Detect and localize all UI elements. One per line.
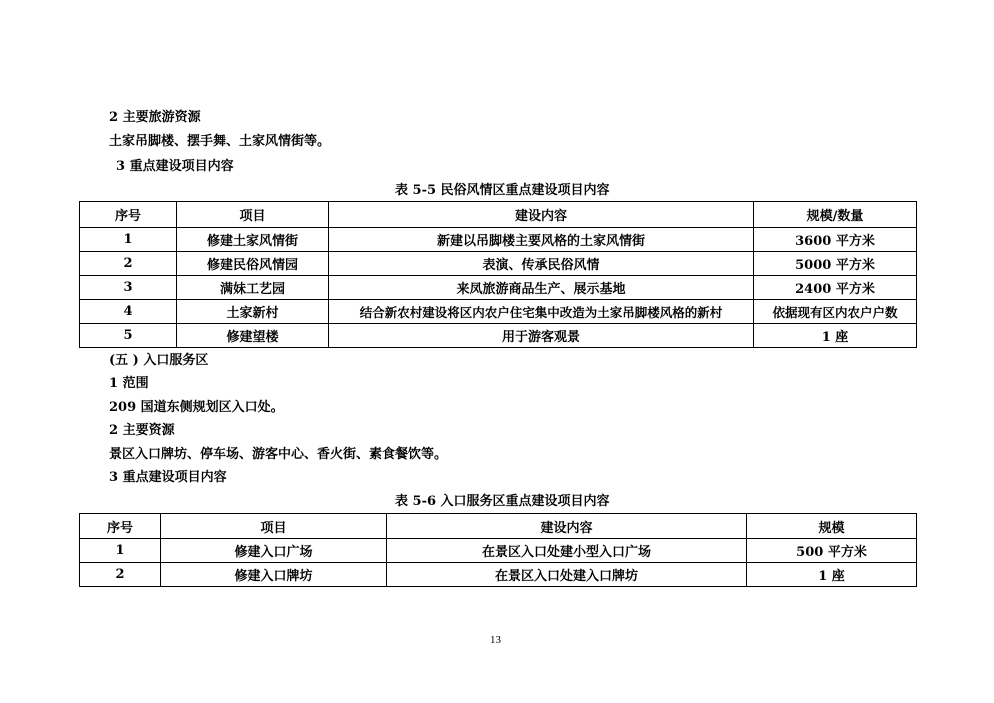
table-header-row	[80, 514, 917, 539]
table-cell: 1 座	[747, 563, 917, 587]
table-row	[80, 539, 917, 563]
table-cell: 3600 平方米	[754, 228, 917, 252]
table-row	[80, 228, 917, 252]
table-cell: 500 平方米	[747, 539, 917, 563]
header-cell: 规模/数量	[754, 202, 917, 228]
table-cell: 在景区入口处建入口牌坊	[387, 563, 747, 587]
table-cell: 结合新农村建设将区内农户住宅集中改造为土家吊脚楼风格的新村	[329, 300, 754, 324]
table-cell: 2	[80, 252, 177, 276]
table-cell: 表演、传承民俗风情	[329, 252, 754, 276]
table-5-5-caption: 表 5-5 民俗风情区重点建设项目内容	[395, 183, 610, 198]
table-row	[80, 276, 917, 300]
table-cell: 新建以吊脚楼主要风格的土家风情街	[329, 228, 754, 252]
header-cell: 规模	[747, 514, 917, 539]
table-header-row	[80, 202, 917, 228]
header-cell: 序号	[80, 202, 177, 228]
table-cell: 1	[80, 228, 177, 252]
page-number: 13	[490, 634, 501, 646]
table-5-6-caption: 表 5-6 入口服务区重点建设项目内容	[395, 494, 610, 509]
table-cell: 修建入口牌坊	[161, 563, 387, 587]
table-cell: 1 座	[754, 324, 917, 348]
table-cell: 2	[80, 563, 161, 587]
table-row	[80, 563, 917, 587]
projects-heading-2: 3 重点建设项目内容	[109, 470, 227, 485]
scope-heading: 1 范围	[109, 376, 149, 391]
table-cell: 修建入口广场	[161, 539, 387, 563]
header-cell: 序号	[80, 514, 161, 539]
table-cell: 1	[80, 539, 161, 563]
table-cell: 4	[80, 300, 177, 324]
scope-text: 209 国道东侧规划区入口处。	[109, 400, 284, 415]
header-cell: 项目	[177, 202, 329, 228]
resources-text: 土家吊脚楼、摆手舞、土家风情街等。	[109, 134, 331, 149]
table-cell: 修建土家风情街	[177, 228, 329, 252]
table-cell: 来凤旅游商品生产、展示基地	[329, 276, 754, 300]
table-cell: 在景区入口处建小型入口广场	[387, 539, 747, 563]
header-cell: 项目	[161, 514, 387, 539]
table-cell: 满妹工艺园	[177, 276, 329, 300]
header-cell: 建设内容	[329, 202, 754, 228]
resources-heading: 2 主要旅游资源	[109, 110, 201, 125]
table-cell: 5	[80, 324, 177, 348]
table-5-5	[79, 201, 917, 348]
table-cell: 2400 平方米	[754, 276, 917, 300]
table-row	[80, 324, 917, 348]
table-cell: 3	[80, 276, 177, 300]
header-cell: 建设内容	[387, 514, 747, 539]
table-cell: 修建望楼	[177, 324, 329, 348]
table-5-6	[79, 513, 917, 587]
resources-heading-2: 2 主要资源	[109, 423, 175, 438]
table-cell: 土家新村	[177, 300, 329, 324]
projects-heading: 3 重点建设项目内容	[116, 159, 234, 174]
table-cell: 用于游客观景	[329, 324, 754, 348]
table-cell: 5000 平方米	[754, 252, 917, 276]
resources-text-2: 景区入口牌坊、停车场、游客中心、香火街、素食餐饮等。	[109, 447, 448, 462]
table-cell: 依据现有区内农户户数	[754, 300, 917, 324]
table-row	[80, 252, 917, 276]
table-cell: 修建民俗风情园	[177, 252, 329, 276]
section-title: (五 ) 入口服务区	[109, 353, 209, 368]
table-row	[80, 300, 917, 324]
